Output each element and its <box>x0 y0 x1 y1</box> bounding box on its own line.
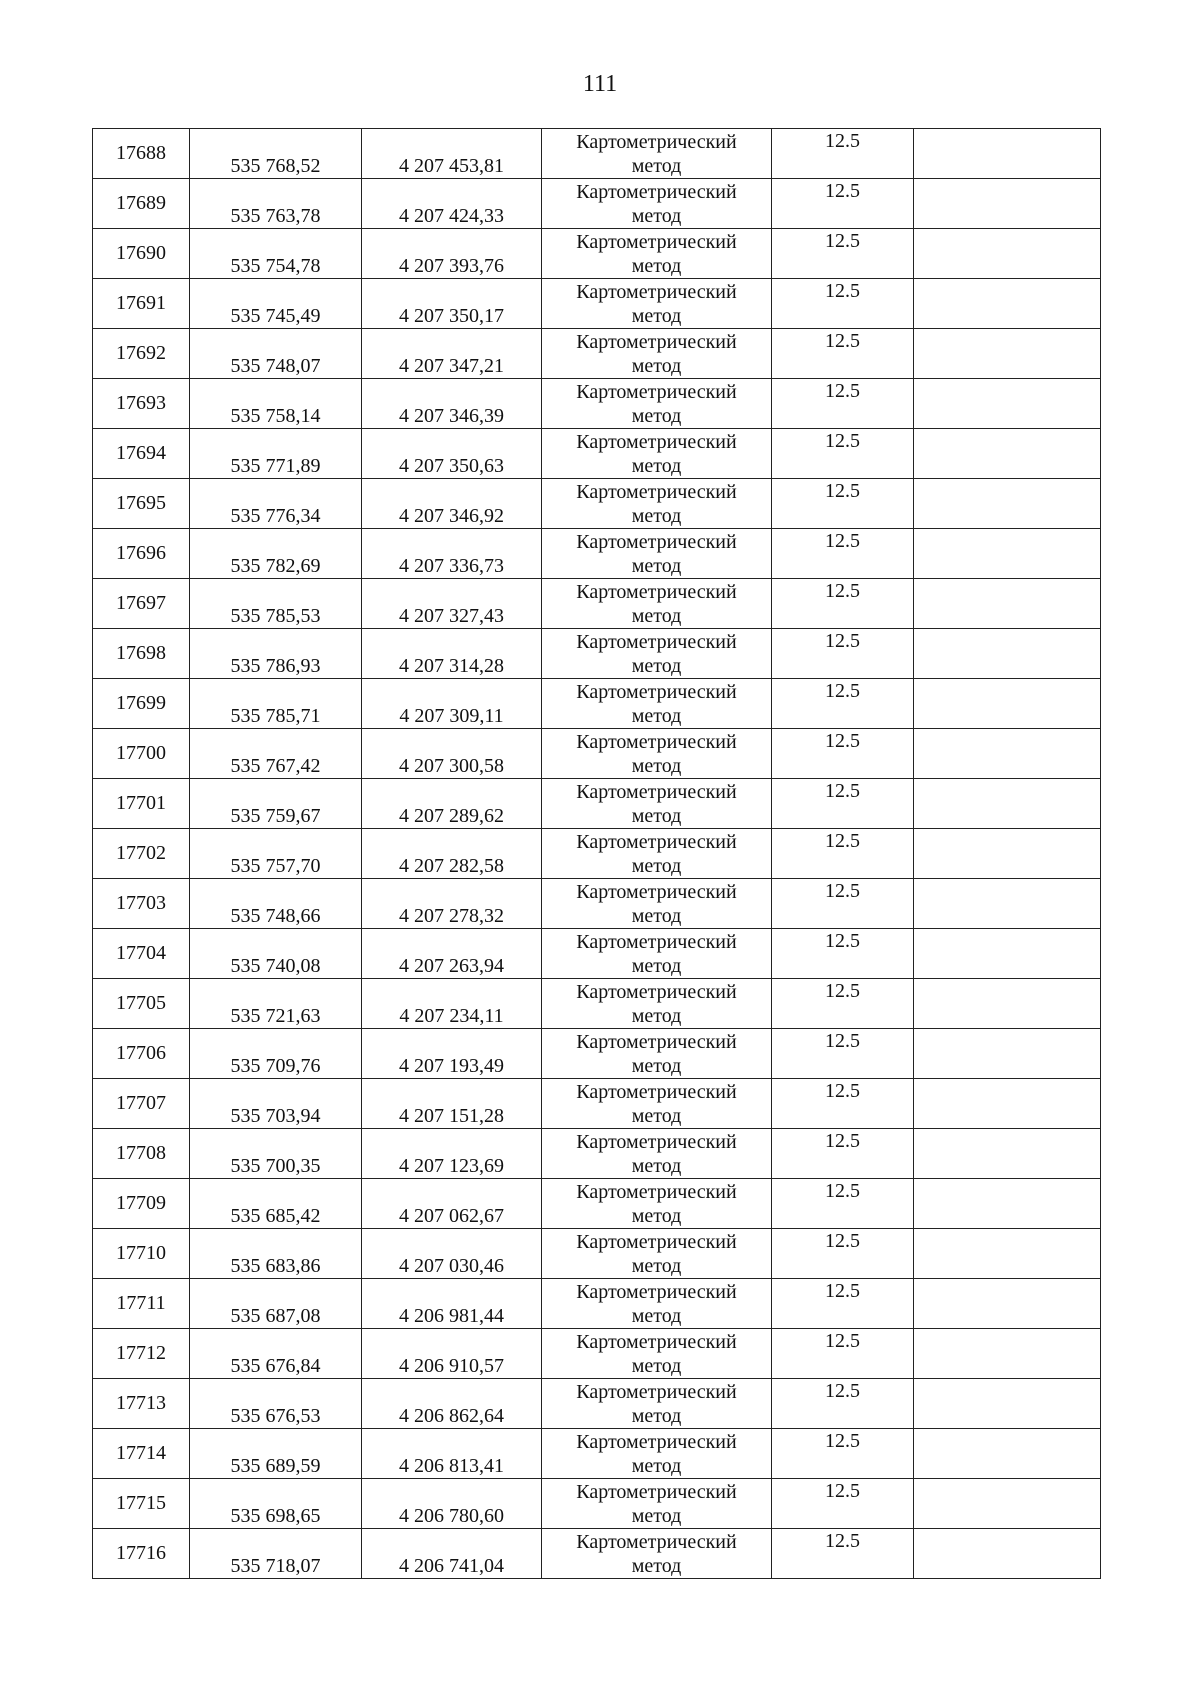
note-cell <box>914 1229 1101 1279</box>
note-cell <box>914 1529 1101 1579</box>
method-line-2: метод <box>631 1305 682 1327</box>
accuracy-cell: 12.5 <box>772 829 914 879</box>
x-coordinate-cell: 535 758,14 <box>190 379 362 429</box>
table-row <box>93 729 1101 779</box>
table-row <box>93 579 1101 629</box>
method-cell <box>542 1079 772 1129</box>
note-cell <box>914 279 1101 329</box>
method-cell <box>542 1029 772 1079</box>
method-cell <box>542 379 772 429</box>
note-cell <box>914 779 1101 829</box>
accuracy-cell: 12.5 <box>772 379 914 429</box>
x-coordinate-cell: 535 685,42 <box>190 1179 362 1229</box>
method-cell <box>542 329 772 379</box>
x-coordinate-cell: 535 676,84 <box>190 1329 362 1379</box>
note-cell <box>914 1429 1101 1479</box>
method-cell <box>542 629 772 679</box>
method-cell <box>542 429 772 479</box>
y-coordinate-cell: 4 207 350,17 <box>362 279 542 329</box>
x-coordinate-cell: 535 740,08 <box>190 929 362 979</box>
method-line-1: Картометрический <box>576 1281 737 1303</box>
method-cell <box>542 479 772 529</box>
y-coordinate-cell: 4 207 393,76 <box>362 229 542 279</box>
y-coordinate-cell: 4 206 780,60 <box>362 1479 542 1529</box>
note-cell <box>914 1479 1101 1529</box>
method-line-2: метод <box>631 855 682 877</box>
method-line-1: Картометрический <box>576 631 737 653</box>
x-coordinate-cell: 535 754,78 <box>190 229 362 279</box>
note-cell <box>914 1179 1101 1229</box>
method-cell <box>542 1479 772 1529</box>
point-number-cell: 17700 <box>93 729 190 779</box>
point-number-cell: 17703 <box>93 879 190 929</box>
table-row <box>93 279 1101 329</box>
x-coordinate-cell: 535 785,53 <box>190 579 362 629</box>
method-line-1: Картометрический <box>576 881 737 903</box>
y-coordinate-cell: 4 207 123,69 <box>362 1129 542 1179</box>
x-coordinate-cell: 535 703,94 <box>190 1079 362 1129</box>
method-cell <box>542 1129 772 1179</box>
table-row <box>93 1029 1101 1079</box>
method-line-1: Картометрический <box>576 281 737 303</box>
method-cell <box>542 679 772 729</box>
method-line-1: Картометрический <box>576 1381 737 1403</box>
method-cell <box>542 829 772 879</box>
method-line-2: метод <box>631 1455 682 1477</box>
method-line-1: Картометрический <box>576 481 737 503</box>
y-coordinate-cell: 4 207 453,81 <box>362 129 542 179</box>
x-coordinate-cell: 535 700,35 <box>190 1129 362 1179</box>
method-line-1: Картометрический <box>576 1431 737 1453</box>
point-number-cell: 17693 <box>93 379 190 429</box>
method-line-2: метод <box>631 1405 682 1427</box>
method-line-1: Картометрический <box>576 731 737 753</box>
y-coordinate-cell: 4 207 289,62 <box>362 779 542 829</box>
method-line-1: Картометрический <box>576 1031 737 1053</box>
note-cell <box>914 1129 1101 1179</box>
method-line-2: метод <box>631 1255 682 1277</box>
y-coordinate-cell: 4 207 309,11 <box>362 679 542 729</box>
note-cell <box>914 479 1101 529</box>
y-coordinate-cell: 4 207 151,28 <box>362 1079 542 1129</box>
accuracy-cell: 12.5 <box>772 429 914 479</box>
note-cell <box>914 579 1101 629</box>
note-cell <box>914 1379 1101 1429</box>
method-cell <box>542 1429 772 1479</box>
page-number: 111 <box>582 71 618 97</box>
y-coordinate-cell: 4 207 263,94 <box>362 929 542 979</box>
point-number-cell: 17708 <box>93 1129 190 1179</box>
note-cell <box>914 929 1101 979</box>
table-row <box>93 1429 1101 1479</box>
method-line-1: Картометрический <box>576 381 737 403</box>
y-coordinate-cell: 4 207 030,46 <box>362 1229 542 1279</box>
accuracy-cell: 12.5 <box>772 1329 914 1379</box>
method-cell <box>542 1179 772 1229</box>
x-coordinate-cell: 535 771,89 <box>190 429 362 479</box>
y-coordinate-cell: 4 206 910,57 <box>362 1329 542 1379</box>
point-number-cell: 17695 <box>93 479 190 529</box>
point-number-cell: 17690 <box>93 229 190 279</box>
y-coordinate-cell: 4 207 424,33 <box>362 179 542 229</box>
x-coordinate-cell: 535 745,49 <box>190 279 362 329</box>
method-line-1: Картометрический <box>576 131 737 153</box>
x-coordinate-cell: 535 776,34 <box>190 479 362 529</box>
method-line-1: Картометрический <box>576 931 737 953</box>
accuracy-cell: 12.5 <box>772 129 914 179</box>
method-line-2: метод <box>631 1555 682 1577</box>
method-line-1: Картометрический <box>576 1531 737 1553</box>
x-coordinate-cell: 535 687,08 <box>190 1279 362 1329</box>
table-row <box>93 929 1101 979</box>
method-line-2: метод <box>631 1005 682 1027</box>
method-line-2: метод <box>631 305 682 327</box>
y-coordinate-cell: 4 206 981,44 <box>362 1279 542 1329</box>
method-line-2: метод <box>631 455 682 477</box>
note-cell <box>914 179 1101 229</box>
point-number-cell: 17716 <box>93 1529 190 1579</box>
point-number-cell: 17696 <box>93 529 190 579</box>
note-cell <box>914 329 1101 379</box>
x-coordinate-cell: 535 718,07 <box>190 1529 362 1579</box>
y-coordinate-cell: 4 206 862,64 <box>362 1379 542 1429</box>
method-line-1: Картометрический <box>576 1331 737 1353</box>
point-number-cell: 17688 <box>93 129 190 179</box>
point-number-cell: 17702 <box>93 829 190 879</box>
point-number-cell: 17701 <box>93 779 190 829</box>
accuracy-cell: 12.5 <box>772 1429 914 1479</box>
x-coordinate-cell: 535 782,69 <box>190 529 362 579</box>
accuracy-cell: 12.5 <box>772 1279 914 1329</box>
method-line-2: метод <box>631 1105 682 1127</box>
method-line-2: метод <box>631 1505 682 1527</box>
y-coordinate-cell: 4 207 347,21 <box>362 329 542 379</box>
x-coordinate-cell: 535 683,86 <box>190 1229 362 1279</box>
method-line-1: Картометрический <box>576 1131 737 1153</box>
table-row <box>93 879 1101 929</box>
table-row <box>93 779 1101 829</box>
note-cell <box>914 1329 1101 1379</box>
note-cell <box>914 129 1101 179</box>
method-line-2: метод <box>631 1055 682 1077</box>
table-row <box>93 1379 1101 1429</box>
method-cell <box>542 529 772 579</box>
accuracy-cell: 12.5 <box>772 1479 914 1529</box>
x-coordinate-cell: 535 759,67 <box>190 779 362 829</box>
method-line-2: метод <box>631 205 682 227</box>
x-coordinate-cell: 535 748,66 <box>190 879 362 929</box>
y-coordinate-cell: 4 207 234,11 <box>362 979 542 1029</box>
table-row <box>93 1329 1101 1379</box>
point-number-cell: 17694 <box>93 429 190 479</box>
method-cell <box>542 1529 772 1579</box>
note-cell <box>914 229 1101 279</box>
method-cell <box>542 979 772 1029</box>
point-number-cell: 17699 <box>93 679 190 729</box>
point-number-cell: 17714 <box>93 1429 190 1479</box>
table-row <box>93 129 1101 179</box>
accuracy-cell: 12.5 <box>772 879 914 929</box>
point-number-cell: 17715 <box>93 1479 190 1529</box>
point-number-cell: 17711 <box>93 1279 190 1329</box>
accuracy-cell: 12.5 <box>772 629 914 679</box>
method-cell <box>542 729 772 779</box>
y-coordinate-cell: 4 207 278,32 <box>362 879 542 929</box>
point-number-cell: 17710 <box>93 1229 190 1279</box>
accuracy-cell: 12.5 <box>772 329 914 379</box>
accuracy-cell: 12.5 <box>772 279 914 329</box>
note-cell <box>914 729 1101 779</box>
note-cell <box>914 429 1101 479</box>
table-row <box>93 479 1101 529</box>
method-line-1: Картометрический <box>576 781 737 803</box>
method-line-1: Картометрический <box>576 531 737 553</box>
accuracy-cell: 12.5 <box>772 1229 914 1279</box>
method-cell <box>542 929 772 979</box>
y-coordinate-cell: 4 207 336,73 <box>362 529 542 579</box>
x-coordinate-cell: 535 785,71 <box>190 679 362 729</box>
table-row <box>93 979 1101 1029</box>
point-number-cell: 17707 <box>93 1079 190 1129</box>
y-coordinate-cell: 4 207 193,49 <box>362 1029 542 1079</box>
accuracy-cell: 12.5 <box>772 679 914 729</box>
table-row <box>93 379 1101 429</box>
point-number-cell: 17704 <box>93 929 190 979</box>
method-line-2: метод <box>631 1355 682 1377</box>
accuracy-cell: 12.5 <box>772 1529 914 1579</box>
table-row <box>93 329 1101 379</box>
table-row <box>93 1079 1101 1129</box>
note-cell <box>914 629 1101 679</box>
method-line-2: метод <box>631 405 682 427</box>
method-line-1: Картометрический <box>576 1481 737 1503</box>
method-cell <box>542 1379 772 1429</box>
point-number-cell: 17689 <box>93 179 190 229</box>
method-line-1: Картометрический <box>576 331 737 353</box>
y-coordinate-cell: 4 207 282,58 <box>362 829 542 879</box>
accuracy-cell: 12.5 <box>772 179 914 229</box>
accuracy-cell: 12.5 <box>772 1029 914 1079</box>
accuracy-cell: 12.5 <box>772 1129 914 1179</box>
table-row <box>93 1479 1101 1529</box>
table-row <box>93 679 1101 729</box>
x-coordinate-cell: 535 689,59 <box>190 1429 362 1479</box>
note-cell <box>914 1279 1101 1329</box>
x-coordinate-cell: 535 757,70 <box>190 829 362 879</box>
table-row <box>93 1529 1101 1579</box>
method-line-2: метод <box>631 705 682 727</box>
table-row <box>93 429 1101 479</box>
y-coordinate-cell: 4 206 741,04 <box>362 1529 542 1579</box>
method-cell <box>542 1329 772 1379</box>
y-coordinate-cell: 4 207 314,28 <box>362 629 542 679</box>
accuracy-cell: 12.5 <box>772 929 914 979</box>
method-line-2: метод <box>631 1205 682 1227</box>
method-line-1: Картометрический <box>576 1081 737 1103</box>
point-number-cell: 17713 <box>93 1379 190 1429</box>
y-coordinate-cell: 4 207 327,43 <box>362 579 542 629</box>
method-cell <box>542 779 772 829</box>
x-coordinate-cell: 535 676,53 <box>190 1379 362 1429</box>
point-number-cell: 17706 <box>93 1029 190 1079</box>
method-cell <box>542 879 772 929</box>
note-cell <box>914 379 1101 429</box>
method-line-1: Картометрический <box>576 981 737 1003</box>
x-coordinate-cell: 535 709,76 <box>190 1029 362 1079</box>
point-number-cell: 17691 <box>93 279 190 329</box>
method-line-1: Картометрический <box>576 1181 737 1203</box>
method-line-2: метод <box>631 955 682 977</box>
method-line-1: Картометрический <box>576 681 737 703</box>
method-line-1: Картометрический <box>576 181 737 203</box>
point-number-cell: 17697 <box>93 579 190 629</box>
table-row <box>93 829 1101 879</box>
accuracy-cell: 12.5 <box>772 1079 914 1129</box>
table-row <box>93 179 1101 229</box>
method-line-2: метод <box>631 505 682 527</box>
x-coordinate-cell: 535 786,93 <box>190 629 362 679</box>
table-row <box>93 1279 1101 1329</box>
table-body <box>93 129 1101 1579</box>
method-line-2: метод <box>631 905 682 927</box>
method-cell <box>542 579 772 629</box>
method-cell <box>542 1229 772 1279</box>
accuracy-cell: 12.5 <box>772 529 914 579</box>
y-coordinate-cell: 4 207 300,58 <box>362 729 542 779</box>
y-coordinate-cell: 4 206 813,41 <box>362 1429 542 1479</box>
method-cell <box>542 229 772 279</box>
x-coordinate-cell: 535 698,65 <box>190 1479 362 1529</box>
x-coordinate-cell: 535 721,63 <box>190 979 362 1029</box>
accuracy-cell: 12.5 <box>772 729 914 779</box>
table-row <box>93 629 1101 679</box>
method-cell <box>542 129 772 179</box>
method-line-2: метод <box>631 655 682 677</box>
point-number-cell: 17698 <box>93 629 190 679</box>
table-row <box>93 529 1101 579</box>
y-coordinate-cell: 4 207 346,92 <box>362 479 542 529</box>
note-cell <box>914 979 1101 1029</box>
accuracy-cell: 12.5 <box>772 1179 914 1229</box>
y-coordinate-cell: 4 207 062,67 <box>362 1179 542 1229</box>
table-row <box>93 1129 1101 1179</box>
table-row <box>93 1229 1101 1279</box>
accuracy-cell: 12.5 <box>772 979 914 1029</box>
table-row <box>93 229 1101 279</box>
coordinates-table <box>92 128 1101 1579</box>
method-line-2: метод <box>631 555 682 577</box>
method-line-1: Картометрический <box>576 1231 737 1253</box>
accuracy-cell: 12.5 <box>772 1379 914 1429</box>
accuracy-cell: 12.5 <box>772 779 914 829</box>
x-coordinate-cell: 535 768,52 <box>190 129 362 179</box>
method-line-2: метод <box>631 255 682 277</box>
note-cell <box>914 529 1101 579</box>
note-cell <box>914 1079 1101 1129</box>
note-cell <box>914 879 1101 929</box>
method-line-1: Картометрический <box>576 831 737 853</box>
x-coordinate-cell: 535 763,78 <box>190 179 362 229</box>
method-line-1: Картометрический <box>576 581 737 603</box>
accuracy-cell: 12.5 <box>772 579 914 629</box>
table-row <box>93 1179 1101 1229</box>
method-line-2: метод <box>631 155 682 177</box>
method-line-2: метод <box>631 355 682 377</box>
method-cell <box>542 179 772 229</box>
accuracy-cell: 12.5 <box>772 479 914 529</box>
note-cell <box>914 1029 1101 1079</box>
x-coordinate-cell: 535 767,42 <box>190 729 362 779</box>
x-coordinate-cell: 535 748,07 <box>190 329 362 379</box>
method-line-1: Картометрический <box>576 231 737 253</box>
note-cell <box>914 829 1101 879</box>
method-line-2: метод <box>631 605 682 627</box>
note-cell <box>914 679 1101 729</box>
y-coordinate-cell: 4 207 350,63 <box>362 429 542 479</box>
point-number-cell: 17705 <box>93 979 190 1029</box>
method-line-2: метод <box>631 755 682 777</box>
point-number-cell: 17709 <box>93 1179 190 1229</box>
accuracy-cell: 12.5 <box>772 229 914 279</box>
method-cell <box>542 279 772 329</box>
method-line-2: метод <box>631 805 682 827</box>
method-line-2: метод <box>631 1155 682 1177</box>
point-number-cell: 17692 <box>93 329 190 379</box>
method-cell <box>542 1279 772 1329</box>
point-number-cell: 17712 <box>93 1329 190 1379</box>
method-line-1: Картометрический <box>576 431 737 453</box>
y-coordinate-cell: 4 207 346,39 <box>362 379 542 429</box>
